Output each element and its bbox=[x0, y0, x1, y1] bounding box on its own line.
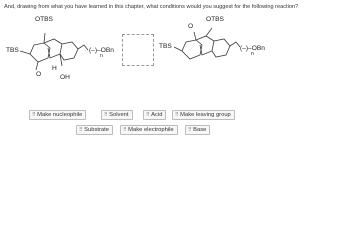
left-otbs-label: OTBS bbox=[35, 16, 53, 23]
left-tbs-bond bbox=[20, 51, 30, 54]
drag-handle-icon: ⠿ bbox=[175, 112, 179, 118]
tile-substrate[interactable]: ⠿ Substrate bbox=[76, 125, 113, 135]
drag-handle-icon: ⠿ bbox=[188, 127, 192, 133]
right-ring-c bbox=[212, 39, 230, 57]
left-tbs-label: TBS bbox=[6, 47, 19, 54]
right-otbs-bond bbox=[206, 28, 212, 36]
left-subscript-n: n bbox=[100, 53, 103, 59]
drag-handle-icon: ⠿ bbox=[79, 127, 83, 133]
right-tbs-bond bbox=[174, 47, 182, 51]
right-ring-a bbox=[182, 40, 202, 59]
left-chain bbox=[78, 45, 88, 50]
drag-handle-icon: ⠿ bbox=[123, 127, 127, 133]
right-o-label: O bbox=[188, 23, 194, 30]
reaction-structures bbox=[0, 10, 350, 118]
left-ring-b bbox=[44, 39, 62, 58]
tile-make-electrophile[interactable]: ⠿ Make electrophile bbox=[120, 125, 178, 135]
left-oh-label: OH bbox=[60, 74, 70, 81]
question-text: And, drawing from what you have learned in this chapter, what conditions would you suggest for the following reaction? bbox=[4, 4, 299, 10]
drag-handle-icon: ⠿ bbox=[146, 112, 150, 118]
right-otbs-label: OTBS bbox=[206, 16, 224, 23]
left-ring-c bbox=[60, 42, 78, 60]
tile-make-leaving-group[interactable]: ⠿ Make leaving group bbox=[172, 110, 235, 120]
left-o-label: O bbox=[36, 71, 42, 78]
left-otbs-bond bbox=[44, 33, 45, 43]
right-chain bbox=[230, 42, 240, 47]
right-carbonyl bbox=[194, 32, 196, 40]
right-tbs-label: TBS bbox=[159, 43, 172, 50]
right-ring-b bbox=[196, 36, 214, 55]
left-chain-label: (–)–OBn bbox=[89, 47, 114, 54]
tile-base[interactable]: ⠿ Base bbox=[185, 125, 210, 135]
drag-handle-icon: ⠿ bbox=[32, 112, 36, 118]
left-h-label: H bbox=[52, 65, 57, 72]
reaction-scheme bbox=[0, 10, 350, 118]
tile-make-nucleophile[interactable]: ⠿ Make nucleophile bbox=[29, 110, 86, 120]
left-ring-a bbox=[30, 43, 50, 62]
reaction-arrow-dropzone[interactable] bbox=[122, 34, 154, 66]
right-subscript-n: n bbox=[251, 51, 254, 57]
tile-solvent[interactable]: ⠿ Solvent bbox=[101, 110, 133, 120]
tile-acid[interactable]: ⠿ Acid bbox=[143, 110, 166, 120]
answer-tile-bank bbox=[0, 110, 350, 150]
right-chain-label: (–)–OBn bbox=[240, 45, 265, 52]
drag-handle-icon: ⠿ bbox=[104, 112, 108, 118]
left-carbonyl bbox=[36, 62, 38, 70]
